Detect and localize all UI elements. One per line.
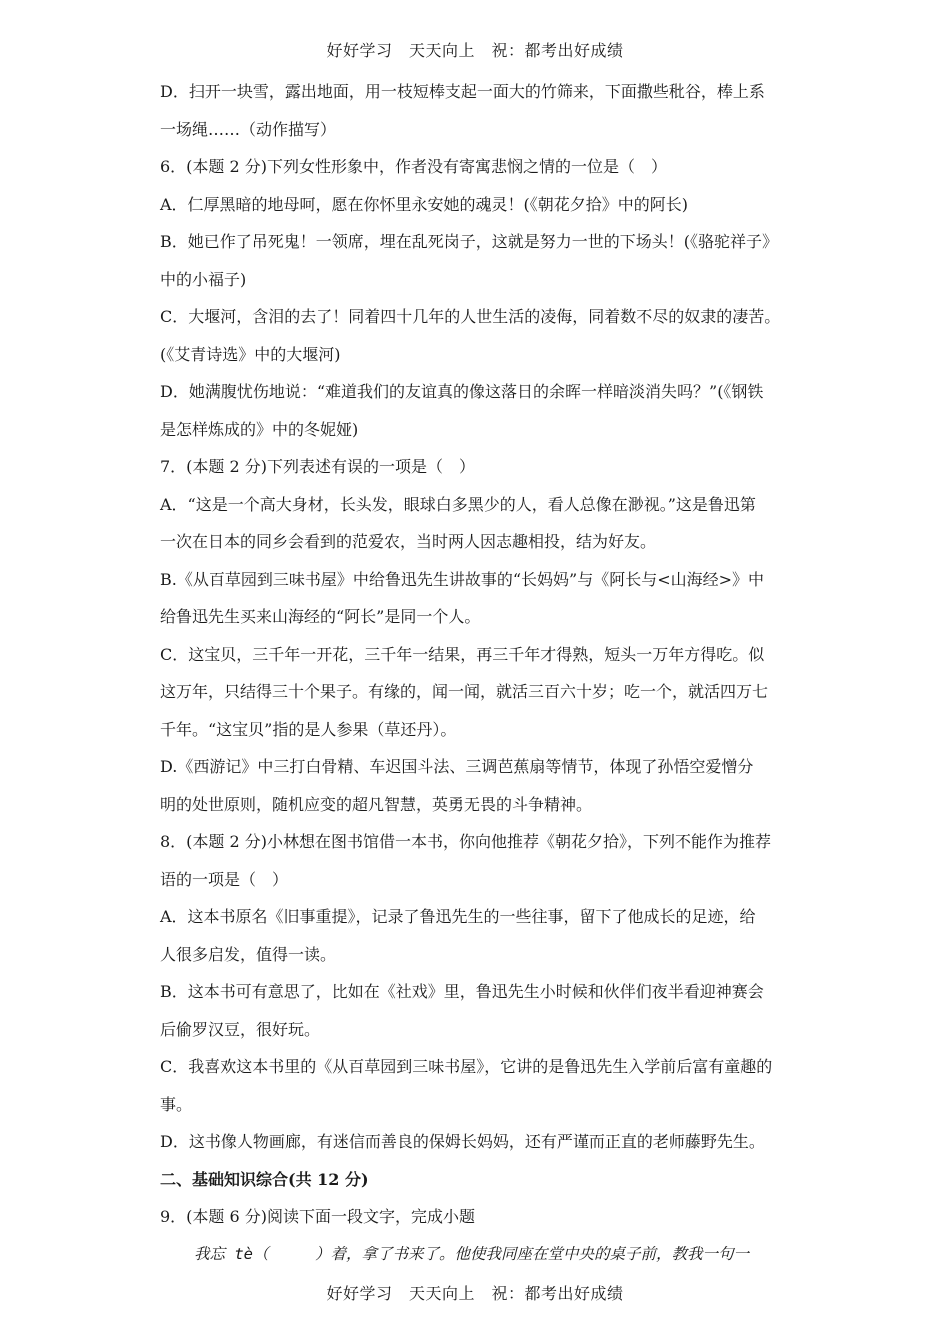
option-line: B.《从百草园到三味书屋》中给鲁迅先生讲故事的“长妈妈”与《阿长与<山海经>》中 — [160, 569, 765, 589]
text-line: 后偷罗汉豆，很好玩。 — [160, 1019, 321, 1039]
option-line: A．“这是一个高大身材，长头发，眼球白多黑少的人，看人总像在渺视。”这是鲁迅第 — [160, 494, 756, 514]
text-line: 是怎样炼成的》中的冬妮娅) — [160, 419, 359, 439]
text-line: D．扫开一块雪，露出地面，用一枝短棒支起一面大的竹筛来，下面撒些秕谷，棒上系 — [160, 82, 765, 101]
option-line: A．这本书原名《旧事重提》，记录了鲁迅先生的一些往事，留下了他成长的足迹，给 — [160, 907, 756, 926]
option-line: C．这宝贝，三千年一开花，三千年一结果，再三千年才得熟，短头一万年方得吃。似 — [160, 644, 765, 664]
text-line: 一场绳……（动作描写） — [160, 119, 337, 139]
option-line: D．这书像人物画廊，有迷信而善良的保姆长妈妈，还有严谨而正直的老师藤野先生。 — [160, 1132, 765, 1151]
text-line: (《艾青诗选》中的大堰河) — [160, 344, 341, 364]
text-line: 事。 — [160, 1094, 193, 1114]
option-line: C．大堰河，含泪的去了！同着四十几年的人世生活的凌侮，同着数不尽的奴隶的凄苦。 — [160, 307, 781, 326]
option-line: B．这本书可有意思了，比如在《社戏》里，鲁迅先生小时候和伙伴们夜半看迎神赛会 — [160, 982, 764, 1001]
text-line: 人很多启发，值得一读。 — [160, 944, 337, 964]
reading-passage-line: 我忘 tè（ ）着，拿了书来了。他使我同座在堂中央的桌子前，教我一句一 — [194, 1244, 749, 1263]
option-line: C．我喜欢这本书里的《从百草园到三味书屋》，它讲的是鲁迅先生入学前后富有童趣的 — [160, 1057, 773, 1076]
question-6-stem: 6．(本题 2 分)下列女性形象中，作者没有寄寓悲悯之情的一位是（ ） — [160, 157, 668, 176]
text-line: 语的一项是（ ） — [160, 869, 289, 889]
document-body — [160, 78, 820, 1278]
question-9-stem: 9．(本题 6 分)阅读下面一段文字，完成小题 — [160, 1207, 476, 1226]
text-line: 这万年，只结得三十个果子。有缘的，闻一闻，就活三百六十岁；吃一个，就活四万七 — [160, 682, 769, 701]
option-line: D.《西游记》中三打白骨精、车迟国斗法、三调芭蕉扇等情节，体现了孙悟空爱憎分 — [160, 757, 754, 776]
option-line: B．她已作了吊死鬼！一领席，埋在乱死岗子，这就是努力一世的下场头！(《骆驼祥子》 — [160, 232, 779, 251]
option-line: D．她满腹忧伤地说：“难道我们的友谊真的像这落日的余晖一样暗淡消失吗？”(《钢铁 — [160, 382, 764, 401]
page-footer: 好好学习 天天向上 祝：都考出好成绩 — [326, 1284, 624, 1303]
question-8-stem: 8．(本题 2 分)小林想在图书馆借一本书，你向他推荐《朝花夕拾》，下列不能作为推荐 — [160, 832, 772, 851]
page-header: 好好学习 天天向上 祝：都考出好成绩 — [326, 41, 624, 60]
text-line: 一次在日本的同乡会看到的范爱农，当时两人因志趣相投，结为好友。 — [160, 532, 657, 551]
text-line: 中的小福子) — [160, 269, 247, 289]
section-heading: 二、基础知识综合(共 12 分) — [160, 1169, 369, 1189]
text-line: 千年。“这宝贝”指的是人参果（草还丹）。 — [160, 719, 457, 739]
text-line: 给鲁迅先生买来山海经的“阿长”是同一个人。 — [160, 607, 481, 626]
option-line: A．仁厚黑暗的地母呵，愿在你怀里永安她的魂灵！(《朝花夕拾》中的阿长) — [160, 194, 689, 214]
text-line: 明的处世原则，随机应变的超凡智慧，英勇无畏的斗争精神。 — [160, 794, 593, 814]
question-7-stem: 7．(本题 2 分)下列表述有误的一项是（ ） — [160, 457, 476, 476]
